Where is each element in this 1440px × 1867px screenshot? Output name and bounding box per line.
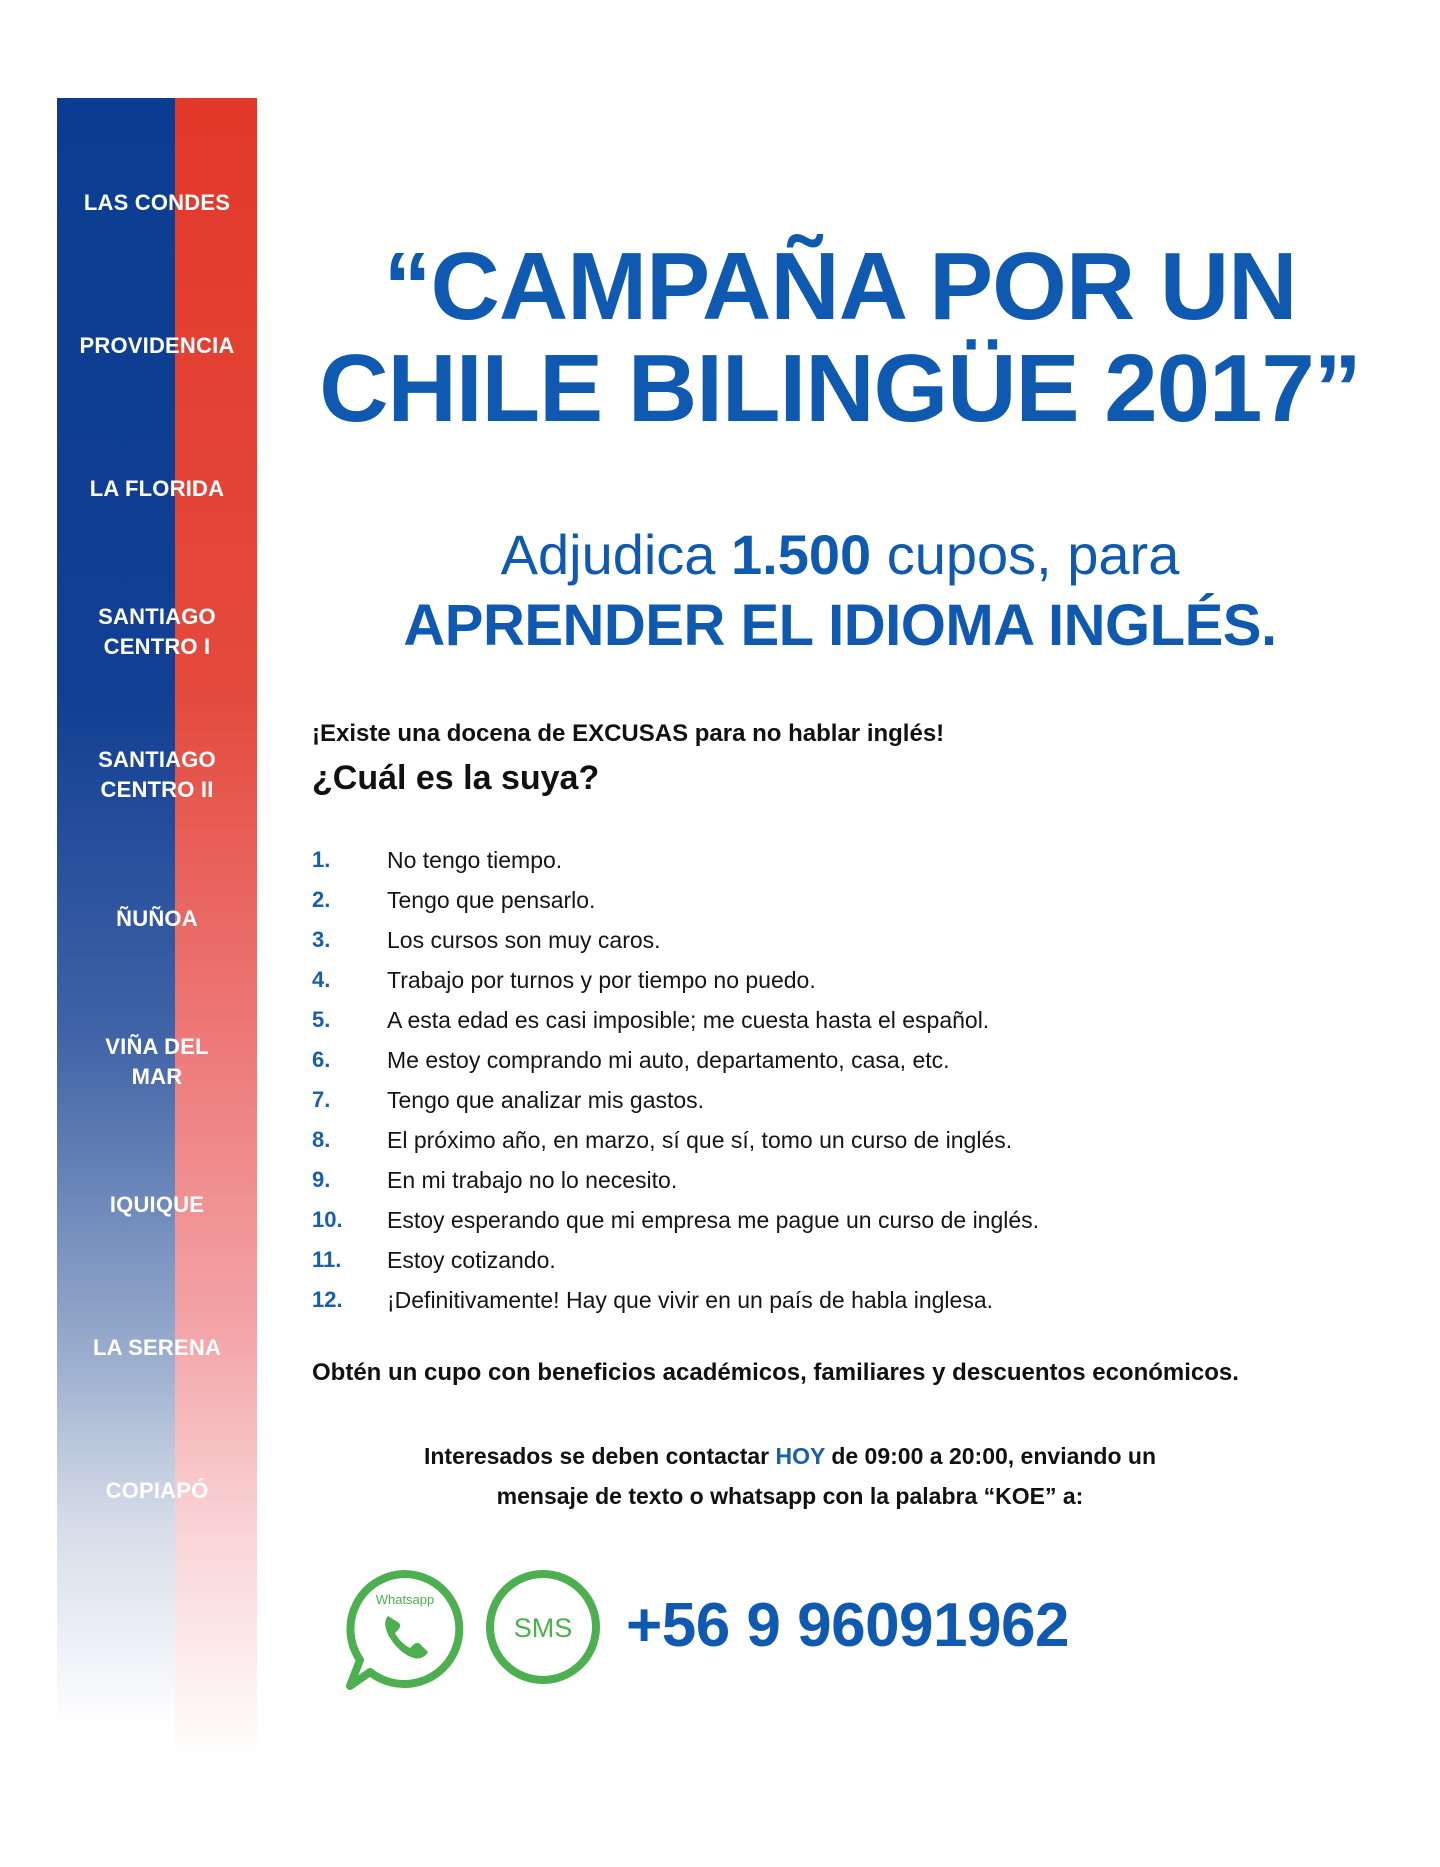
item-text: ¡Definitivamente! Hay que vivir en un país de habla inglesa.: [387, 1287, 994, 1313]
list-item: [312, 1160, 1312, 1200]
list-item: [312, 1080, 1312, 1120]
city-label: SANTIAGO CENTRO II: [98, 747, 216, 802]
subtitle-line-2: APRENDER EL IDIOMA INGLÉS.: [403, 593, 1277, 658]
item-text: Tengo que pensarlo.: [387, 887, 596, 913]
city-label: IQUIQUE: [109, 1192, 205, 1217]
whatsapp-label: Whatsapp: [375, 1592, 435, 1607]
whatsapp-icon: [340, 1566, 470, 1696]
item-number: 4.: [312, 967, 331, 992]
item-number: 3.: [312, 927, 331, 952]
city-label: SANTIAGO CENTRO I: [98, 604, 216, 659]
list-item: [312, 1280, 1312, 1320]
item-text: Me estoy comprando mi auto, departamento, casa, etc.: [387, 1047, 950, 1073]
item-number: 10.: [312, 1207, 343, 1232]
subtitle-quota: 1.500: [731, 523, 872, 586]
item-number: 2.: [312, 887, 331, 912]
subtitle-suffix: cupos, para: [871, 523, 1180, 586]
sms-label: SMS: [513, 1613, 573, 1643]
city-label: LA SERENA: [92, 1335, 222, 1360]
contact-line-1: [290, 1436, 1290, 1476]
sms-icon: [484, 1568, 602, 1686]
city-label: VIÑA DEL MAR: [105, 1034, 209, 1089]
title-line-1: “CAMPAÑA POR UN: [383, 233, 1297, 340]
main-content: [290, 0, 1390, 1867]
contact-line-2: mensaje de texto o whatsapp con la palabra “KOE” a:: [496, 1483, 1084, 1509]
city-list: [57, 98, 257, 1798]
campaign-subtitle: [290, 520, 1390, 662]
contact-today: HOY: [775, 1443, 825, 1469]
city-label: ÑUÑOA: [116, 906, 198, 931]
item-number: 6.: [312, 1047, 331, 1072]
item-text: Tengo que analizar mis gastos.: [387, 1087, 705, 1113]
phone-number: +56 9 96091962: [626, 1591, 1069, 1660]
city-label: LA FLORIDA: [89, 476, 225, 501]
item-number: 12.: [312, 1287, 343, 1312]
item-number: 9.: [312, 1167, 331, 1192]
title-line-2: CHILE BILINGÜE 2017”: [319, 335, 1361, 442]
list-item: [312, 1200, 1312, 1240]
item-text: Estoy esperando que mi empresa me pague un curso de inglés.: [387, 1207, 1040, 1233]
item-text: A esta edad es casi imposible; me cuesta hasta el español.: [387, 1007, 990, 1033]
excuse-list: [312, 840, 1312, 1320]
item-number: 11.: [312, 1247, 342, 1272]
item-text: Los cursos son muy caros.: [387, 927, 661, 953]
subtitle-line-1: [290, 520, 1390, 590]
list-item: [312, 1040, 1312, 1080]
list-item: [312, 880, 1312, 920]
whatsapp-bubble: [350, 1574, 459, 1686]
excuse-question: ¿Cuál es la suya?: [312, 759, 600, 797]
item-text: No tengo tiempo.: [387, 847, 563, 873]
benefits-text: Obtén un cupo con beneficios académicos, familiares y descuentos económicos.: [312, 1359, 1239, 1386]
city-label: COPIAPÓ: [105, 1478, 209, 1503]
campaign-title: [290, 233, 1390, 442]
contact-instructions: [290, 1436, 1290, 1516]
excuse-intro: ¡Existe una docena de EXCUSAS para no hablar inglés!: [312, 720, 945, 747]
list-item: [312, 960, 1312, 1000]
contact-prefix: Interesados se deben contactar: [423, 1443, 776, 1469]
list-item: [312, 1240, 1312, 1280]
item-text: Estoy cotizando.: [387, 1247, 556, 1273]
list-item: [312, 1120, 1312, 1160]
item-number: 7.: [312, 1087, 331, 1112]
list-item: [312, 920, 1312, 960]
item-text: Trabajo por turnos y por tiempo no puedo.: [387, 967, 816, 993]
subtitle-prefix: Adjudica: [500, 523, 732, 586]
flag-bar: [57, 98, 257, 1798]
city-label: PROVIDENCIA: [79, 333, 235, 358]
item-number: 8.: [312, 1127, 331, 1152]
item-text: El próximo año, en marzo, sí que sí, tomo un curso de inglés.: [387, 1127, 1013, 1153]
item-text: En mi trabajo no lo necesito.: [387, 1167, 678, 1193]
item-number: 5.: [312, 1007, 331, 1032]
list-item: [312, 840, 1312, 880]
city-label: LAS CONDES: [83, 190, 231, 215]
phone-handset-icon: [385, 1616, 428, 1659]
contact-suffix: de 09:00 a 20:00, enviando un: [824, 1443, 1157, 1469]
item-number: 1.: [312, 847, 331, 872]
list-item: [312, 1000, 1312, 1040]
